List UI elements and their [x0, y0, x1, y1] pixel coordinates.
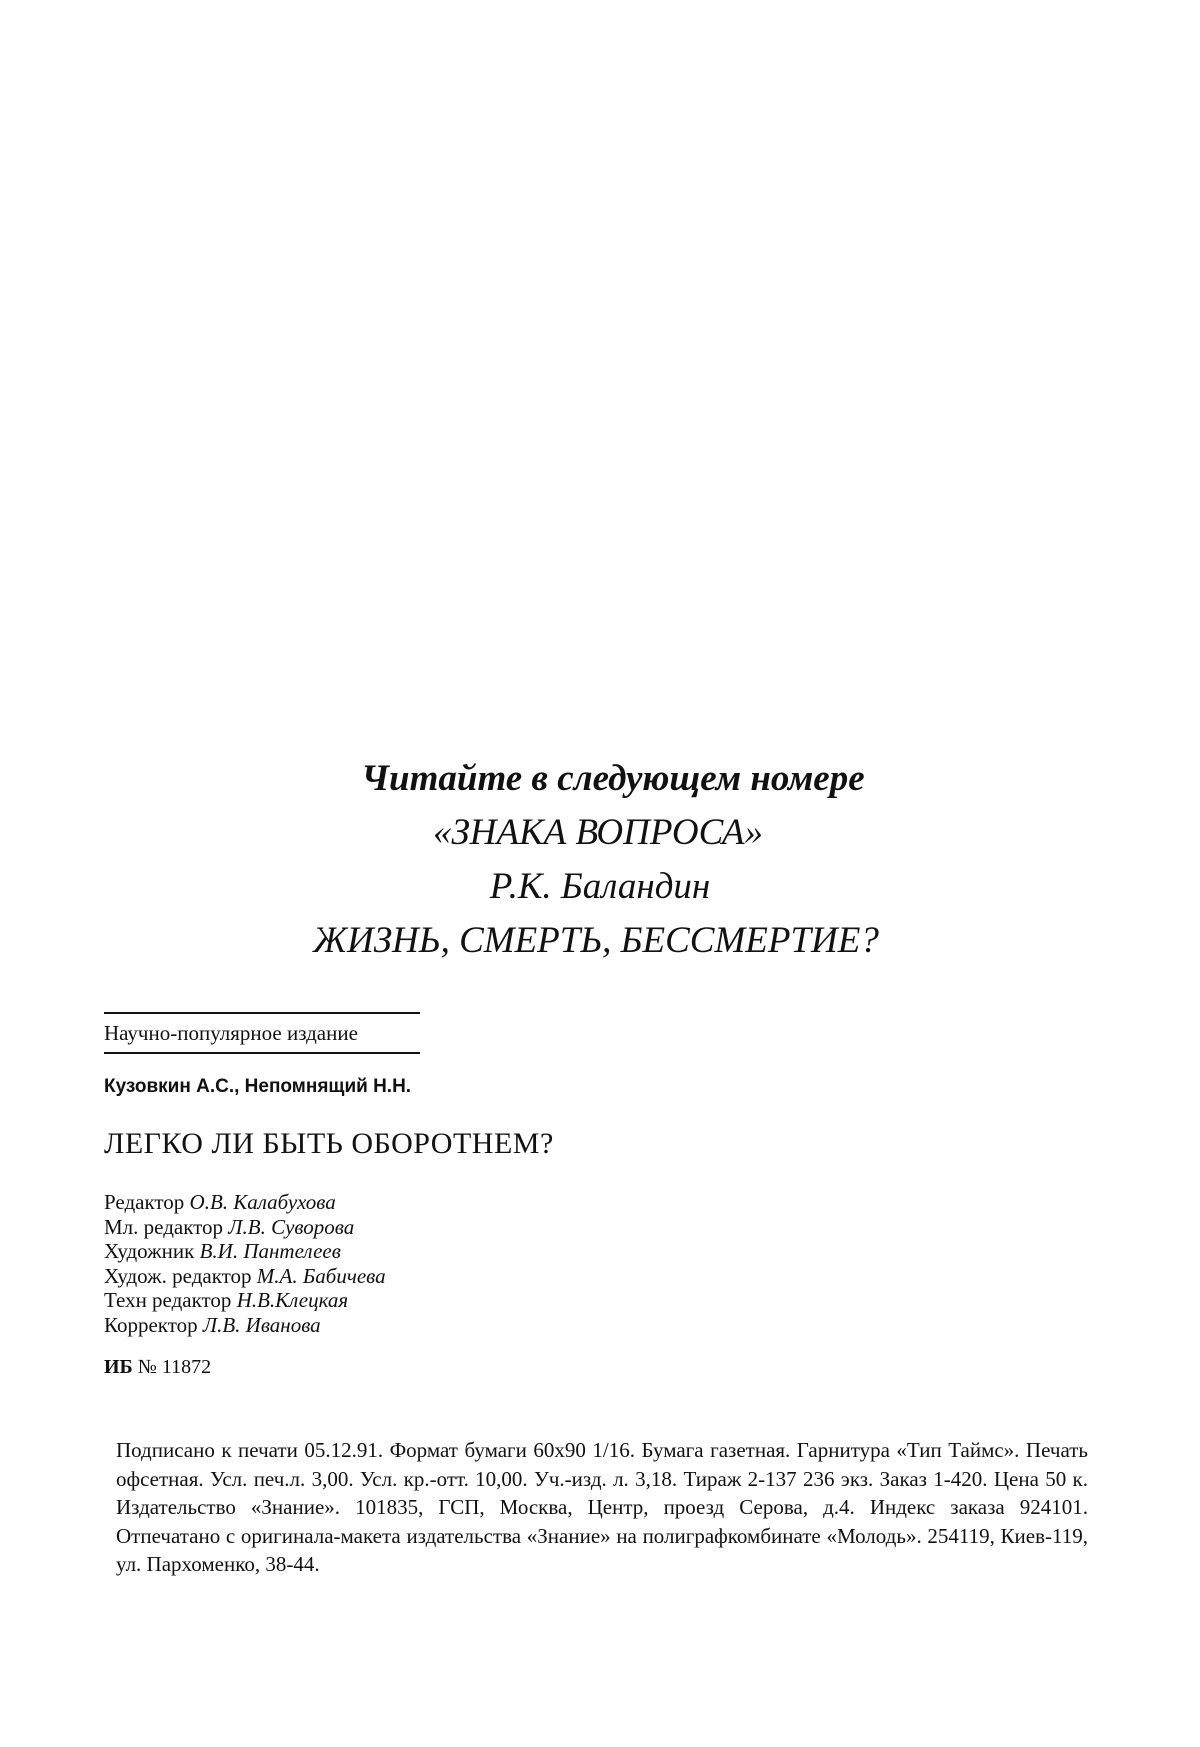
credit-name: М.А. Бабичева — [256, 1263, 386, 1288]
book-authors: Кузовкин А.С., Непомнящий Н.Н. — [104, 1076, 412, 1097]
credit-row — [104, 1239, 386, 1264]
ib-label: ИБ — [104, 1356, 133, 1378]
announcement-title: ЖИЗНЬ, СМЕРТЬ, БЕССМЕРТИЕ? — [313, 920, 879, 961]
credit-name: Л.В. Иванова — [202, 1312, 321, 1337]
credit-name: Л.В. Суворова — [228, 1214, 355, 1239]
credits-list — [104, 1190, 386, 1337]
credit-name: В.И. Пантелеев — [199, 1239, 341, 1263]
credit-name: О.В. Калабухова — [189, 1190, 336, 1214]
credit-row — [104, 1215, 386, 1240]
credit-row — [104, 1313, 386, 1338]
book-title: ЛЕГКО ЛИ БЫТЬ ОБОРОТНЕМ? — [104, 1127, 554, 1160]
ib-number — [104, 1354, 211, 1380]
announcement-heading: Читайте в следующем номере — [361, 758, 865, 799]
publication-type: Научно-популярное издание — [104, 1021, 358, 1045]
bottom-rule — [104, 1052, 420, 1054]
publication-type-block — [104, 1012, 420, 1058]
credit-role: Редактор — [104, 1190, 185, 1214]
top-rule — [104, 1012, 420, 1014]
ib-value: № 11872 — [137, 1356, 212, 1378]
next-issue-announcement — [0, 752, 1200, 968]
credit-row — [104, 1190, 386, 1215]
credit-role: Техн редактор — [104, 1288, 232, 1312]
credit-role: Мл. редактор — [104, 1214, 224, 1239]
imprint-paragraph: Подписано к печати 05.12.91. Формат бумаги 60х90 1/16. Бумага газетная. Гарнитура «Тип Таймс». Печать офсетная. Усл. печ.л. 3,00. Усл. кр.-отт. 10,00. Уч.-изд. л. 3,18. Тираж 2-137 236 экз. Заказ 1-420. Цена 50 к. Издательство «Знание». 101835, ГСП, Москва, Центр, проезд Серова, д.4. Индекс заказа 924101. Отпечатано с оригинала-макета издательства «Знание» на полиграфкомбинате «Молодь». 254119, Киев-119, ул. Пархоменко, 38-44. — [116, 1438, 1088, 1576]
credit-row — [104, 1264, 386, 1289]
credit-role: Художник — [104, 1239, 195, 1263]
credit-role: Корректор — [104, 1312, 198, 1337]
announcement-series: «ЗНАКА ВОПРОСА» — [432, 812, 764, 853]
credit-name: Н.В.Клецкая — [236, 1288, 349, 1312]
credit-role: Худож. редактор — [104, 1263, 252, 1288]
announcement-author: Р.К. Баландин — [489, 866, 711, 907]
credit-row — [104, 1288, 386, 1313]
